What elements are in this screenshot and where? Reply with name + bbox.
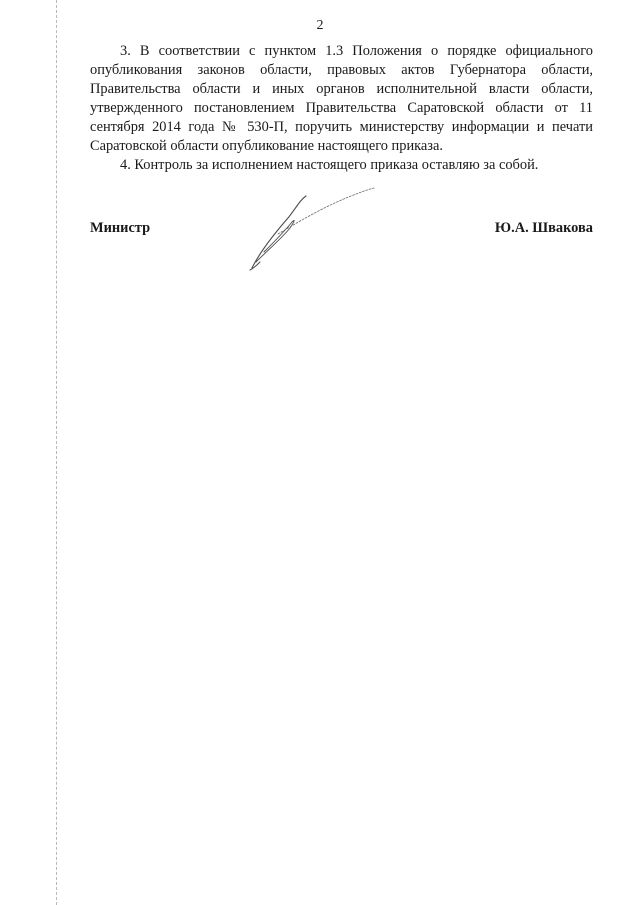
signatory-name: Ю.А. Швакова: [494, 220, 593, 236]
signature-block: [90, 220, 593, 240]
scan-margin-line: [56, 0, 57, 905]
paragraph-4: 4. Контроль за исполнением настоящего приказа оставляю за собой.: [120, 157, 539, 173]
page-number: 2: [316, 18, 324, 33]
document-body: [90, 42, 593, 175]
paragraph-3: 3. В соответствии с пунктом 1.3 Положения о порядке официального опубликования законов области, правовых актов Губернатора области, Правительства области и иных органов исполнительной власти области, утвержденного постановлением Правительства Саратовской области от 11 сентября 2014 года № 530-П, поручить министерству информации и печати Саратовской области опубликование настоящего приказа.: [90, 43, 593, 154]
signatory-title: Министр: [90, 220, 151, 236]
